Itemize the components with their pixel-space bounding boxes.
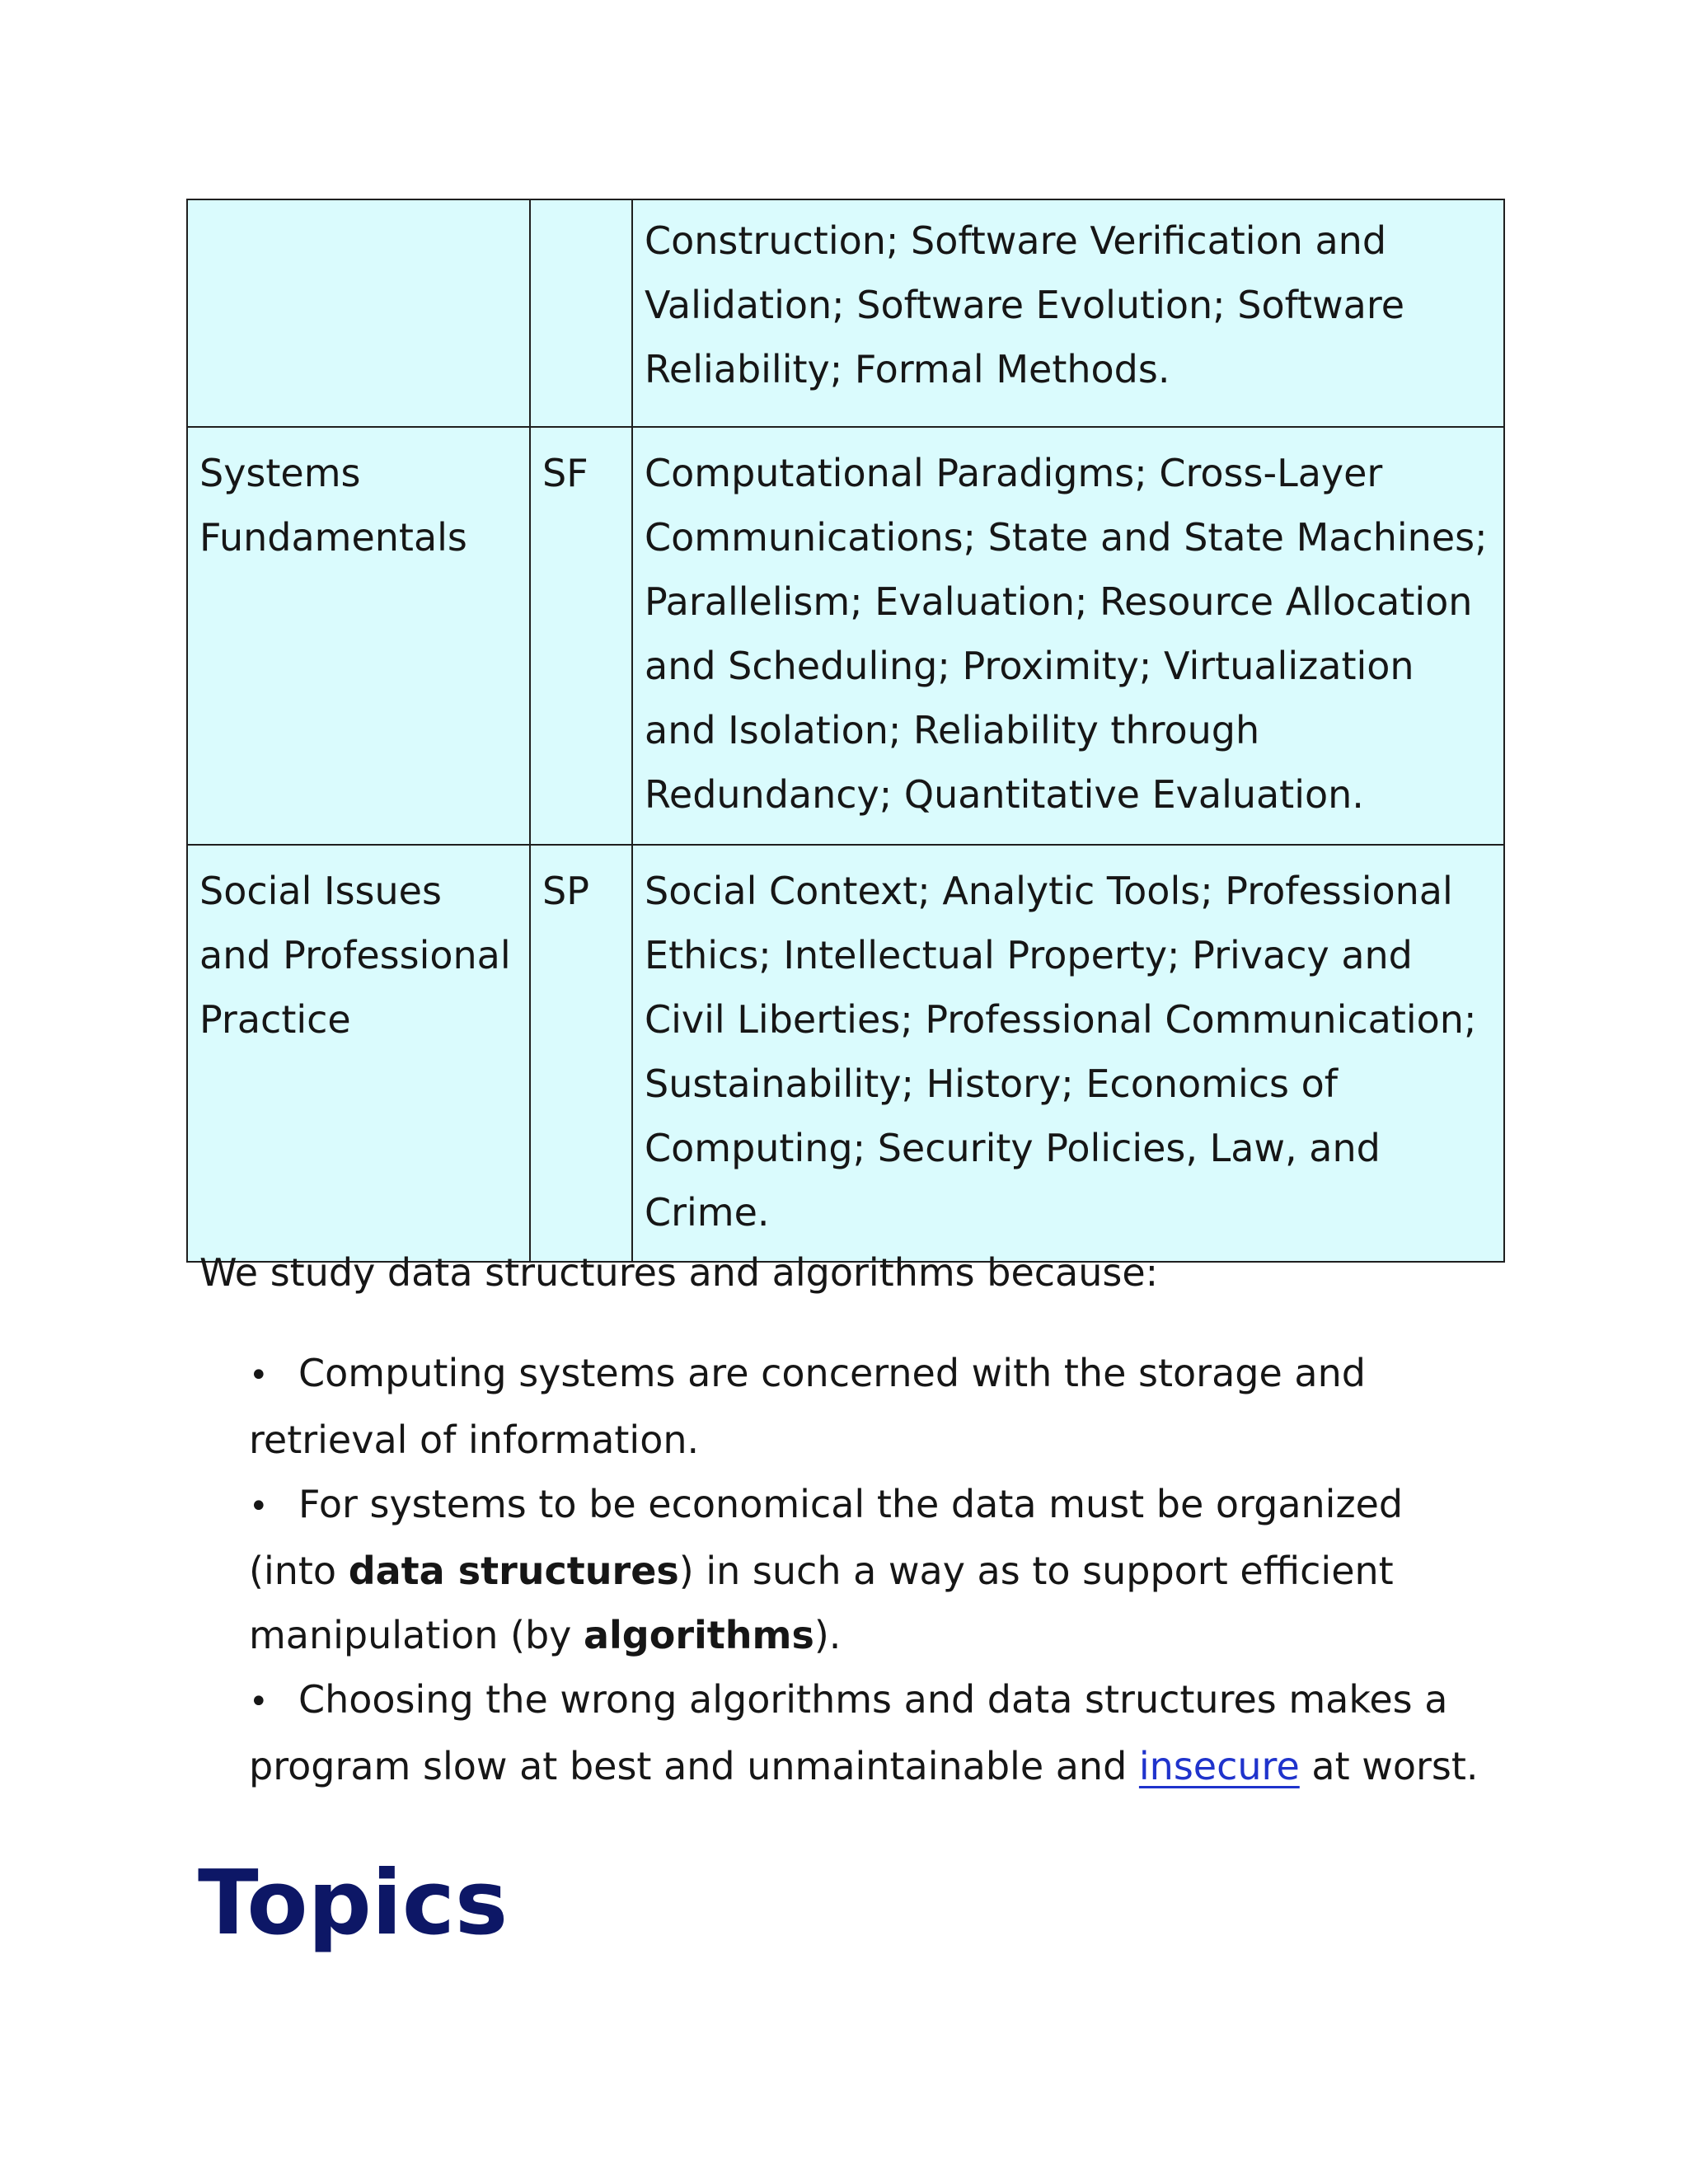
intro-paragraph: We study data structures and algorithms because: <box>199 1250 1159 1295</box>
area-topics-cell: Social Context; Analytic Tools; Professional Ethics; Intellectual Property; Privacy and Civil Liberties; Professional Communication; Sustainability; History; Economics of Computing; Security Policies, Law, and Crime. <box>632 845 1504 1262</box>
reason-text: ). <box>814 1613 842 1657</box>
reason-text: Computing systems are concerned with the storage and retrieval of information. <box>249 1351 1366 1462</box>
bullet-icon: • <box>249 1357 269 1394</box>
bold-term: data structures <box>348 1549 679 1593</box>
knowledge-area-table <box>186 199 1505 1263</box>
area-code-cell: SP <box>530 845 632 1262</box>
area-topics-cell: Computational Paradigms; Cross-Layer Communications; State and State Machines; Parallelism; Evaluation; Resource Allocation and Scheduling; Proximity; Virtualization and Isolation; Reliability through Redundancy; Quantitative Evaluation. <box>632 427 1504 845</box>
reason-text: Choosing the wrong algorithms and data structures makes a program slow at best and unmaintainable and <box>249 1677 1448 1788</box>
area-name-cell <box>187 199 530 427</box>
reason-text: at worst. <box>1299 1744 1479 1788</box>
list-item <box>249 1667 1502 1798</box>
list-item <box>249 1472 1502 1667</box>
bold-term: algorithms <box>583 1613 814 1657</box>
table-row <box>187 427 1504 845</box>
area-topics-cell: Construction; Software Verification and Validation; Software Evolution; Software Reliability; Formal Methods. <box>632 199 1504 427</box>
list-item <box>249 1341 1502 1472</box>
reason-text: For systems to be economical the data must be organized (into <box>249 1482 1404 1593</box>
area-code-cell: SF <box>530 427 632 845</box>
insecure-link[interactable]: insecure <box>1138 1744 1300 1788</box>
bullet-icon: • <box>249 1488 269 1526</box>
area-name-cell: Systems Fundamentals <box>187 427 530 845</box>
area-name-cell: Social Issues and Professional Practice <box>187 845 530 1262</box>
bullet-icon: • <box>249 1683 269 1721</box>
table-row <box>187 199 1504 427</box>
table-row <box>187 845 1504 1262</box>
reason-text: ) in such a way as to support efficient manipulation (by <box>249 1549 1394 1657</box>
area-code-cell <box>530 199 632 427</box>
reasons-list <box>249 1341 1502 1798</box>
section-heading: Topics <box>198 1852 509 1955</box>
